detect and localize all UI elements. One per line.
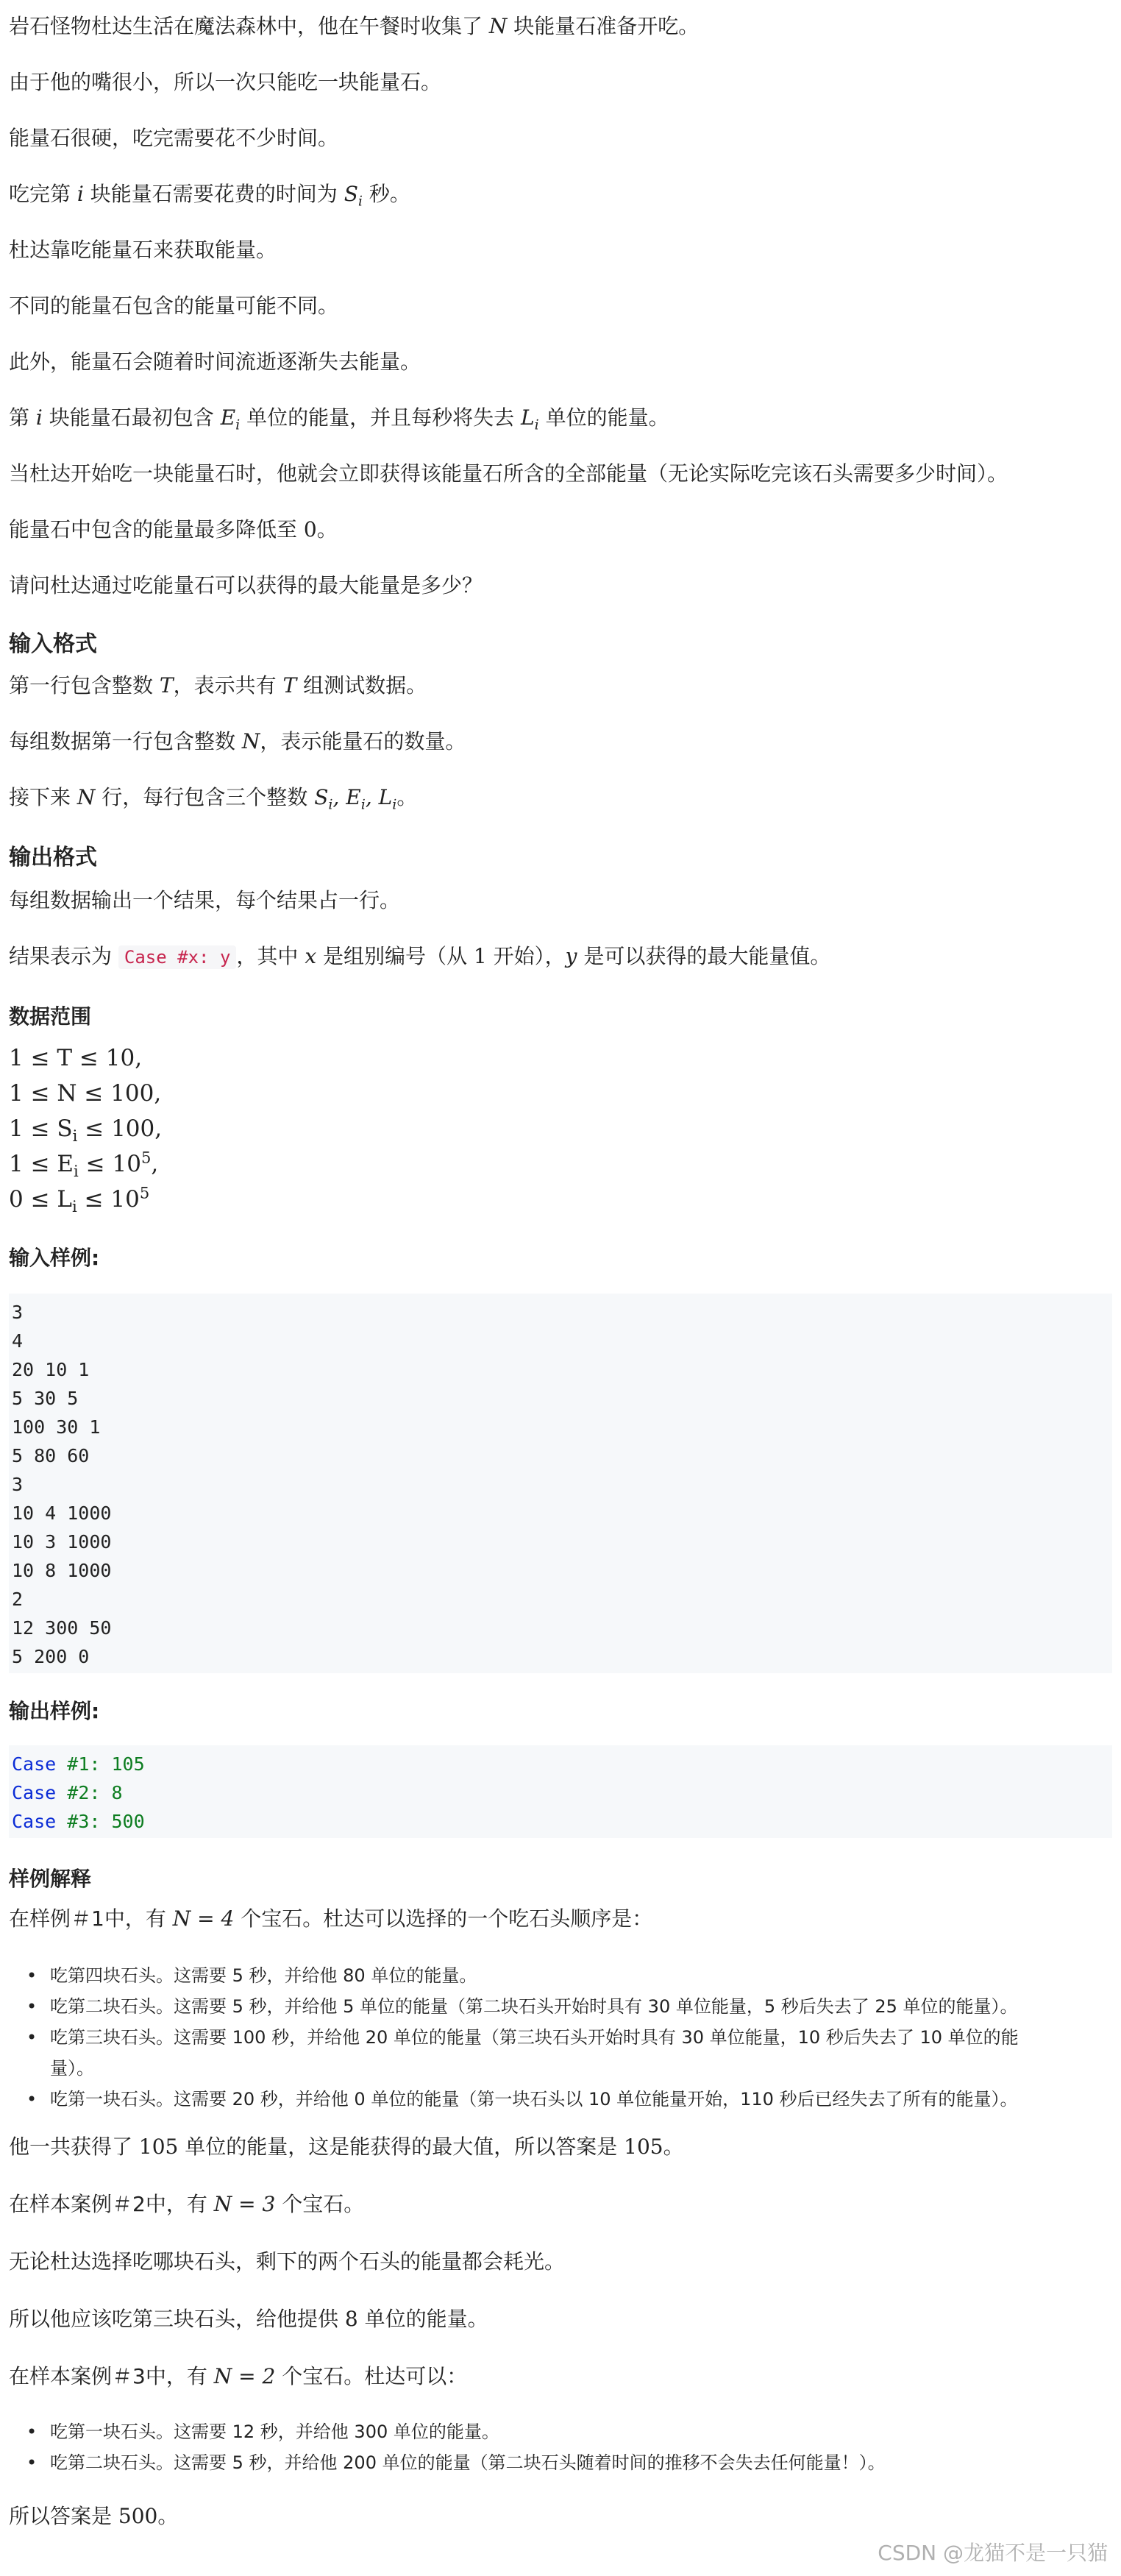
- list-item: • 吃第二块石头。这需要 5 秒，并给他 5 单位的能量（第二块石头开始时具有 30 单位能量，5 秒后失去了 25 单位的能量）。: [9, 1991, 1112, 2022]
- sample-output-code: [9, 1745, 1112, 1838]
- paragraph: 无论杜达选择吃哪块石头，剩下的两个石头的能量都会耗光。: [9, 2249, 566, 2274]
- paragraph: 他一共获得了 105 单位的能量，这是能获得的最大值，所以答案是 105。: [9, 2135, 684, 2159]
- code-line: 2: [12, 1589, 24, 1610]
- list-item: • 吃第二块石头。这需要 5 秒，并给他 200 单位的能量（第二块石头随着时间的推移不会失去任何能量！）。: [9, 2447, 1112, 2478]
- code-line: 3: [12, 1302, 24, 1323]
- explanation-list: [9, 2416, 1112, 2478]
- paragraph: 第 i 块能量石最初包含 $E_i$ 单位的能量，并且每秒将失去 $L_i$ 单位的能量。: [9, 405, 669, 433]
- range-line: $0 \le L_i \le 10^5$: [9, 1183, 150, 1216]
- code-line: 10 8 1000: [12, 1560, 112, 1581]
- paragraph: 吃完第 i 块能量石需要花费的时间为 $S_i$ 秒。: [9, 182, 410, 210]
- paragraph: 此外，能量石会随着时间流逝逐渐失去能量。: [9, 350, 421, 374]
- paragraph: 杜达靠吃能量石来获取能量。: [9, 238, 277, 262]
- code-line: 12 300 50: [12, 1617, 112, 1639]
- code-line: 3: [12, 1474, 24, 1495]
- paragraph: 当杜达开始吃一块能量石时，他就会立即获得该能量石所含的全部能量（无论实际吃完该石头需要多少时间）。: [9, 461, 1008, 486]
- sample-input-heading: 输入样例:: [9, 1246, 100, 1270]
- code-line: Case #3: 500: [12, 1811, 145, 1832]
- data-range: [9, 1040, 162, 1217]
- paragraph: 所以他应该吃第三块石头，给他提供 8 单位的能量。: [9, 2307, 488, 2331]
- code-line: 100 30 1: [12, 1416, 101, 1438]
- list-item: • 吃第一块石头。这需要 12 秒，并给他 300 单位的能量。: [9, 2416, 1112, 2447]
- data-range-heading: 数据范围: [9, 1004, 92, 1029]
- paragraph: 每组数据第一行包含整数 N，表示能量石的数量。: [9, 729, 466, 753]
- range-line: 1 ≤ T ≤ 10,: [9, 1045, 143, 1071]
- list-item-continuation: 量）。: [50, 2058, 94, 2079]
- paragraph: 接下来 N 行，每行包含三个整数 $S_i$, $E_i$, $L_i$。: [9, 785, 418, 813]
- range-line: $1 \le E_i \le 10^5$,: [9, 1148, 159, 1181]
- range-line: 1 ≤ N ≤ 100,: [9, 1080, 162, 1107]
- explanation-list: [9, 1960, 1112, 2115]
- code-line: Case #2: 8: [12, 1782, 123, 1803]
- code-line: 5 200 0: [12, 1646, 90, 1667]
- output-format-heading: 输出格式: [9, 845, 97, 870]
- explanation-heading: 样例解释: [9, 1867, 92, 1891]
- paragraph: 在样例＃1中，有 N = 4 个宝石。杜达可以选择的一个吃石头顺序是：: [9, 1906, 653, 1931]
- list-item: • 吃第三块石头。这需要 100 秒，并给他 20 单位的能量（第三块石头开始时具有 30 单位能量，10 秒后失去了 10 单位的能: [9, 2022, 1112, 2053]
- inline-code: Case #x: y: [118, 945, 237, 969]
- paragraph: 由于他的嘴很小，所以一次只能吃一块能量石。: [9, 70, 442, 94]
- list-item: • 吃第一块石头。这需要 20 秒，并给他 0 单位的能量（第一块石头以 10 单位能量开始，110 秒后已经失去了所有的能量）。: [9, 2084, 1112, 2115]
- paragraph: 在样本案例＃2中，有 N = 3 个宝石。: [9, 2192, 365, 2216]
- code-line: 20 10 1: [12, 1359, 90, 1380]
- paragraph: 能量石很硬，吃完需要花不少时间。: [9, 126, 339, 150]
- paragraph: 第一行包含整数 T，表示共有 T 组测试数据。: [9, 673, 427, 698]
- input-format-heading: 输入格式: [9, 631, 97, 657]
- sample-output-heading: 输出样例:: [9, 1699, 100, 1723]
- sample-input-code: [9, 1294, 1112, 1673]
- paragraph: 每组数据输出一个结果，每个结果占一行。: [9, 888, 401, 912]
- paragraph: 岩石怪物杜达生活在魔法森林中，他在午餐时收集了 N 块能量石准备开吃。: [9, 14, 700, 38]
- list-item: • 吃第四块石头。这需要 5 秒，并给他 80 单位的能量。: [9, 1960, 1112, 1991]
- code-line: 10 4 1000: [12, 1502, 112, 1524]
- range-line: $1 \le S_i \le 100$,: [9, 1115, 163, 1146]
- code-line: 4: [12, 1330, 24, 1352]
- code-line: 10 3 1000: [12, 1531, 112, 1553]
- code-line: Case #1: 105: [12, 1753, 145, 1775]
- paragraph: 在样本案例＃3中，有 N = 2 个宝石。杜达可以：: [9, 2364, 468, 2388]
- paragraph: 不同的能量石包含的能量可能不同。: [9, 294, 339, 318]
- paragraph: 请问杜达通过吃能量石可以获得的最大能量是多少？: [9, 573, 483, 597]
- paragraph: 结果表示为 Case #x: y ，其中 x 是组别编号（从 1 开始），y 是可以获得的最大能量值。: [9, 944, 831, 968]
- paragraph: 所以答案是 500。: [9, 2504, 179, 2528]
- code-line: 5 30 5: [12, 1388, 79, 1409]
- code-line: 5 80 60: [12, 1445, 90, 1466]
- paragraph: 能量石中包含的能量最多降低至 0。: [9, 517, 338, 542]
- watermark: CSDN @龙猫不是一只猫: [878, 2541, 1108, 2565]
